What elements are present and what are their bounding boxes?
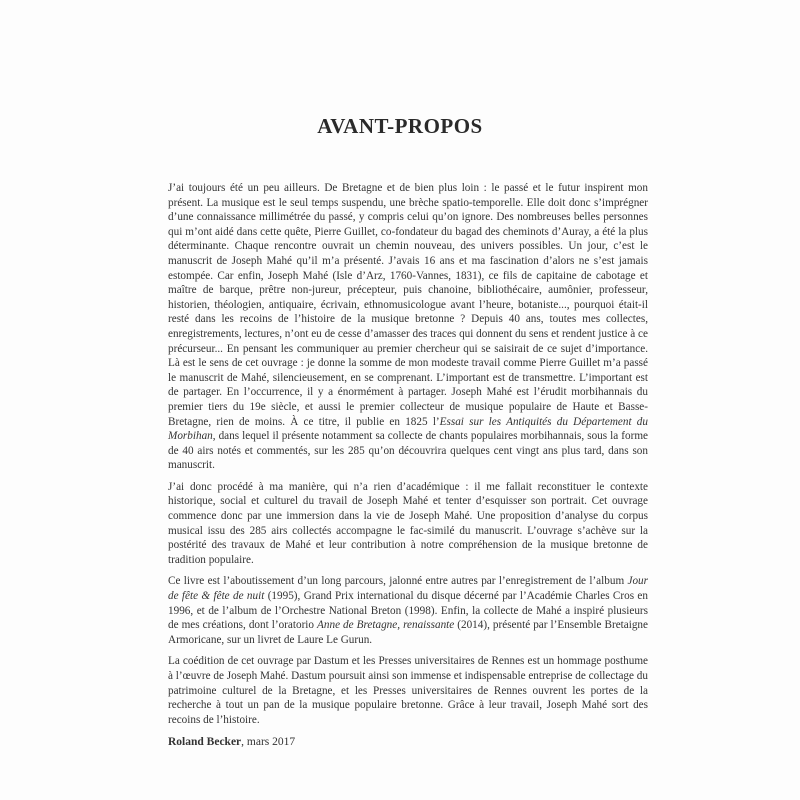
- paragraph-text: (1995), Grand Prix international du disque décerné par l’Académie Charles Cros en 1996, et de l’album de l’Orchestre National Breton (1998). Enfin, la collecte de Mahé a inspiré plusieurs de mes créations, dont l’oratorio: [168, 590, 648, 632]
- foreword-body: [168, 181, 648, 734]
- paragraph-text: La coédition de cet ouvrage par Dastum et les Presses universitaires de Rennes est un hommage posthume à l’œuvre de Joseph Mahé. Dastum poursuit ainsi son immense et indispensable entreprise de collectage du patrimoine culturel de la Bretagne, et les Presses universitaires de Rennes ouvrent les portes de la recherche à tout un pan de la musique populaire bretonne. Grâce à leur travail, Joseph Mahé sort des recoins de l’histoire.: [168, 655, 648, 726]
- paragraph: [168, 654, 648, 727]
- paragraph: [168, 574, 648, 647]
- signature-date: , mars 2017: [241, 736, 296, 748]
- paragraph: [168, 181, 648, 473]
- italic-title: Jour de fête & fête de nuit: [168, 575, 648, 603]
- paragraph-text: (2014), présenté par l’Ensemble Bretaigne Armoricane, sur un livret de Laure Le Gurun.: [168, 619, 648, 646]
- italic-title: Essai sur les Antiquités du Département du Morbihan: [168, 415, 648, 443]
- signature: [168, 736, 295, 748]
- paragraph-text: Ce livre est l’aboutissement d’un long parcours, jalonné entre autres par l’enregistrement de l’album: [168, 575, 628, 588]
- paragraph-text: J’ai toujours été un peu ailleurs. De Bretagne et de bien plus loin : le passé et le futur inspirent mon présent. La musique est le seul temps suspendu, une brèche spatio-temporelle. Elle doit donc s’imprégner d’une connaissance millimétrée du passé, y compris celui qu’on ignore. Des nombreuses belles personnes qui m’ont aidé dans cette quête, Pierre Guillet, co-fondateur du bagad des cheminots d’Auray, a été la plus déterminante. Chaque rencontre ouvrait un chemin nouveau, des univers possibles. Un jour, c’est le manuscrit de Joseph Mahé qu’il m’a présenté. J’avais 16 ans et ma fascination d’alors ne s’est jamais estompée. Car enfin, Joseph Mahé (Isle d’Arz, 1760-Vannes, 1831), ce fils de capitaine de cabotage et maître de barque, prêtre non-jureur, précepteur, puis chanoine, bibliothécaire, aumônier, professeur, historien, théologien, antiquaire, écrivain, ethnomusicologue avant l’heure, botaniste..., pourquoi était-il resté dans les recoins de l’histoire de la musique bretonne ? Depuis 40 ans, toutes mes collectes, enregistrements, lectures, n’ont eu de cesse d’amasser des traces qui donnent du sens et rendent justice à ce précurseur... En pensant les communiquer au premier chercheur qui se saisirait de ce sujet d’importance. Là est le sens de cet ouvrage : je donne la somme de mon modeste travail comme Pierre Guillet m’a passé le manuscrit de Mahé, silencieusement, en se comprenant. L’important est de transmettre. L’important est de partager. En l’occurrence, il y a énormément à partager. Joseph Mahé est l’érudit morbihannais du premier tiers du 19e siècle, et aussi le premier collecteur de musique populaire de Haute et Basse-Bretagne, rien de moins. À ce titre, il publie en 1825 l’: [168, 182, 648, 428]
- italic-title: Anne de Bretagne, renaissante: [317, 619, 455, 632]
- paragraph-text: , dans lequel il présente notamment sa collecte de chants populaires morbihannais, sous la forme de 40 airs notés et commentés, sur les 285 qu’on découvrira quelques cent vingt ans plus tard, dans son manuscrit.: [168, 430, 648, 472]
- page-title: AVANT-PROPOS: [317, 114, 483, 138]
- author-name: Roland Becker: [168, 736, 242, 748]
- paragraph: [168, 480, 648, 568]
- paragraph-text: J’ai donc procédé à ma manière, qui n’a rien d’académique : il me fallait reconstituer le contexte historique, social et culturel du travail de Joseph Mahé et tenter d’esquisser son portrait. Cet ouvrage commence donc par une immersion dans la vie de Joseph Mahé. Une proposition d’analyse du corpus musical issu des 285 airs collectés accompagne le fac-similé du manuscrit. L’ouvrage s’achève sur la postérité des travaux de Mahé et leur contribution à notre compréhension de la musique bretonne de tradition populaire.: [168, 480, 648, 566]
